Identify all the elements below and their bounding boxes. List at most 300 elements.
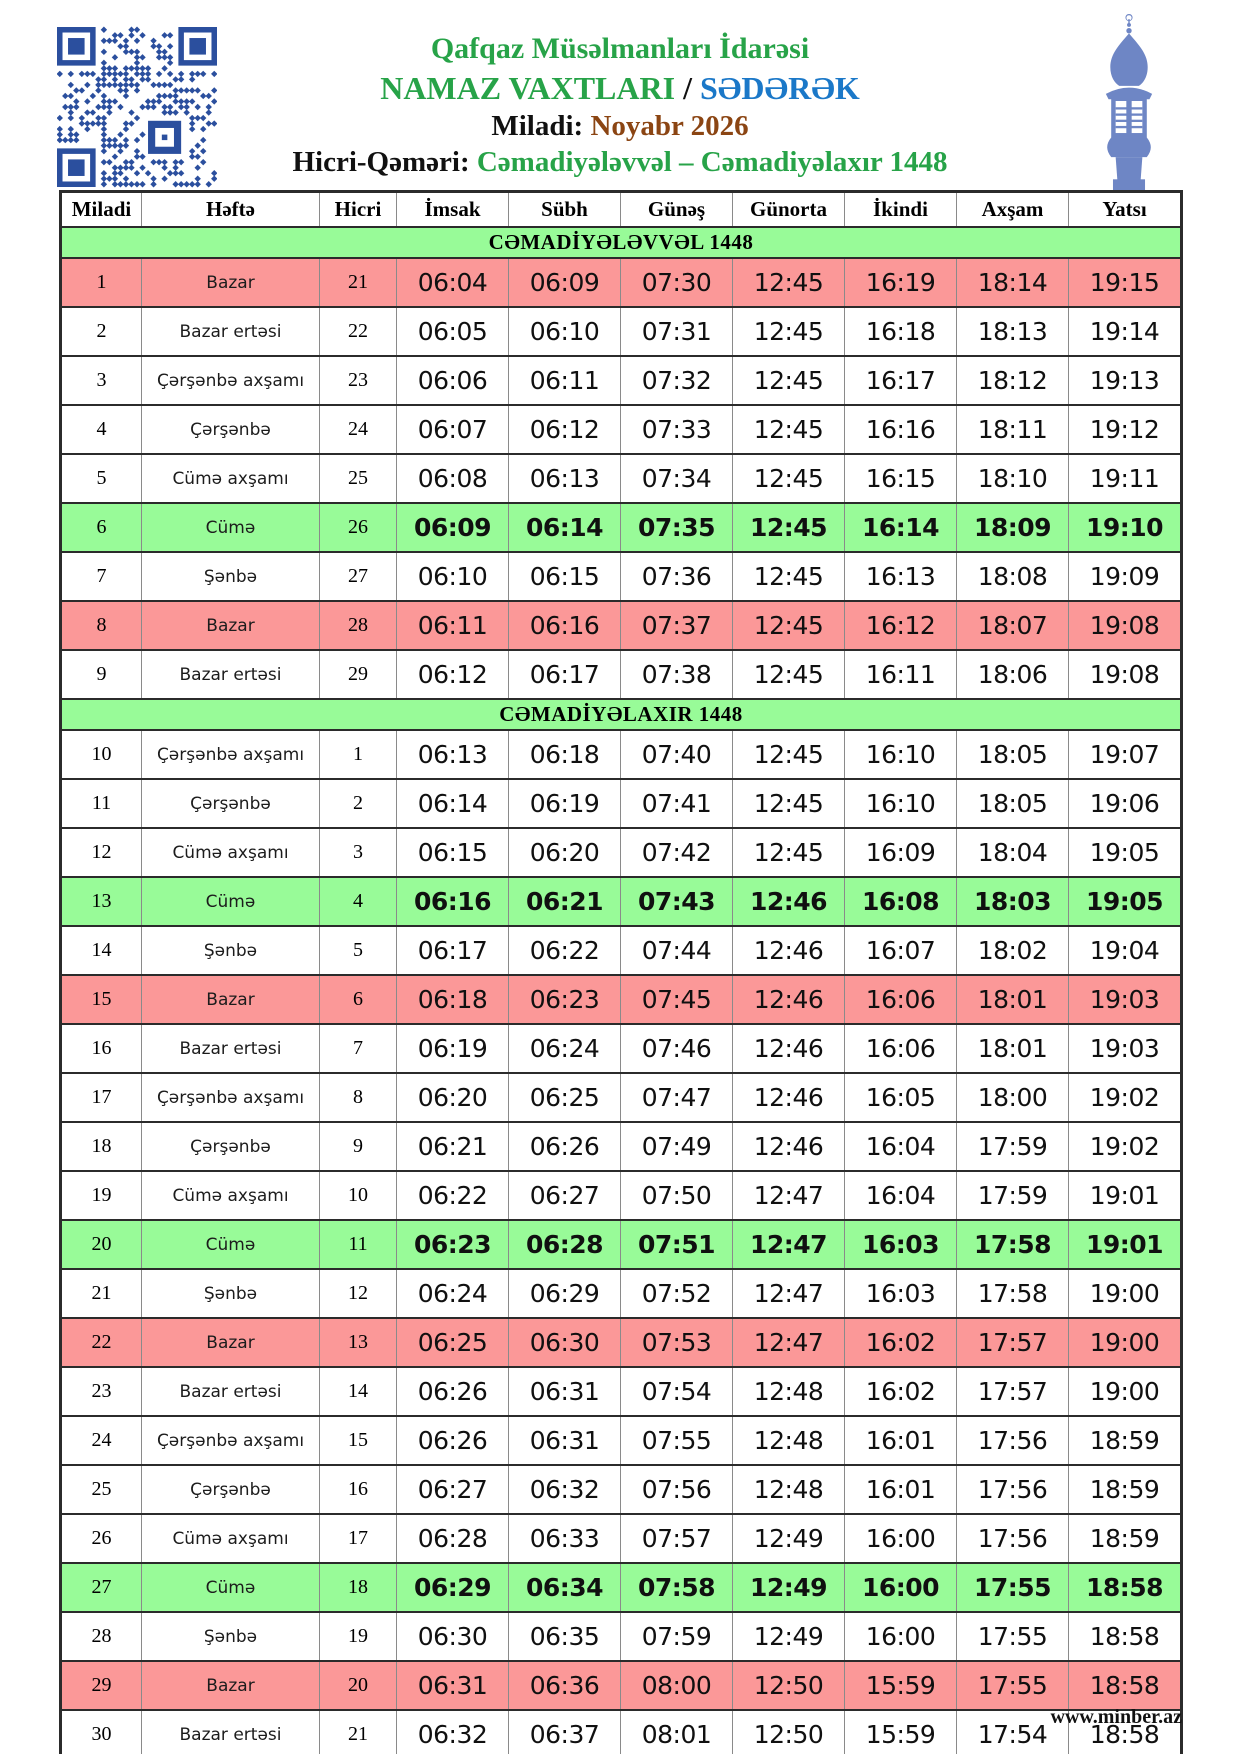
cell-hefte: Cümə axşamı [142,828,320,877]
cell-miladi: 21 [61,1269,142,1318]
table-row [61,405,1182,454]
cell-imsak: 06:32 [397,1710,509,1754]
cell-gunes: 07:40 [621,730,733,779]
cell-hefte: Cümə [142,1220,320,1269]
cell-miladi: 26 [61,1514,142,1563]
cell-axsam: 18:05 [957,779,1069,828]
cell-axsam: 18:11 [957,405,1069,454]
cell-subh: 06:29 [509,1269,621,1318]
cell-ikindi: 16:04 [845,1122,957,1171]
cell-yatsi: 19:05 [1069,828,1182,877]
cell-gunes: 07:32 [621,356,733,405]
cell-gunorta: 12:46 [733,975,845,1024]
miladi-label: Miladi: [491,110,584,142]
cell-gunes: 07:49 [621,1122,733,1171]
cell-gunes: 07:42 [621,828,733,877]
cell-gunes: 07:47 [621,1073,733,1122]
cell-ikindi: 16:14 [845,503,957,552]
cell-gunes: 07:45 [621,975,733,1024]
cell-subh: 06:25 [509,1073,621,1122]
cell-subh: 06:36 [509,1661,621,1710]
cell-yatsi: 18:59 [1069,1514,1182,1563]
cell-subh: 06:31 [509,1367,621,1416]
cell-miladi: 4 [61,405,142,454]
cell-hicri: 1 [320,730,397,779]
cell-subh: 06:12 [509,405,621,454]
cell-yatsi: 19:00 [1069,1269,1182,1318]
cell-ikindi: 16:02 [845,1318,957,1367]
cell-axsam: 18:02 [957,926,1069,975]
cell-subh: 06:27 [509,1171,621,1220]
cell-yatsi: 18:59 [1069,1416,1182,1465]
cell-hefte: Çərşənbə [142,405,320,454]
cell-gunes: 07:55 [621,1416,733,1465]
cell-gunes: 07:53 [621,1318,733,1367]
cell-gunes: 08:00 [621,1661,733,1710]
cell-gunorta: 12:45 [733,601,845,650]
cell-subh: 06:10 [509,307,621,356]
cell-gunorta: 12:46 [733,1073,845,1122]
cell-hefte: Bazar ertəsi [142,1367,320,1416]
cell-axsam: 18:09 [957,503,1069,552]
cell-imsak: 06:19 [397,1024,509,1073]
website-link[interactable]: www.minber.az [1050,1706,1182,1728]
cell-ikindi: 16:01 [845,1465,957,1514]
cell-axsam: 17:55 [957,1563,1069,1612]
cell-imsak: 06:13 [397,730,509,779]
cell-axsam: 17:56 [957,1465,1069,1514]
cell-gunorta: 12:45 [733,258,845,307]
cell-gunes: 07:41 [621,779,733,828]
month-section-title: CƏMADİYƏLƏVVƏL 1448 [61,227,1182,258]
cell-gunes: 07:37 [621,601,733,650]
table-row [61,258,1182,307]
cell-ikindi: 16:10 [845,730,957,779]
cell-yatsi: 19:11 [1069,454,1182,503]
cell-ikindi: 16:16 [845,405,957,454]
cell-gunorta: 12:45 [733,552,845,601]
cell-imsak: 06:21 [397,1122,509,1171]
cell-hicri: 3 [320,828,397,877]
cell-hefte: Bazar ertəsi [142,1024,320,1073]
cell-ikindi: 16:06 [845,1024,957,1073]
cell-imsak: 06:15 [397,828,509,877]
cell-yatsi: 19:03 [1069,1024,1182,1073]
cell-hefte: Çərşənbə [142,1465,320,1514]
cell-axsam: 17:59 [957,1171,1069,1220]
cell-gunorta: 12:46 [733,1024,845,1073]
cell-gunorta: 12:45 [733,503,845,552]
cell-yatsi: 19:02 [1069,1122,1182,1171]
cell-miladi: 5 [61,454,142,503]
cell-miladi: 27 [61,1563,142,1612]
cell-hefte: Cümə [142,1563,320,1612]
cell-ikindi: 16:10 [845,779,957,828]
cell-subh: 06:21 [509,877,621,926]
cell-hefte: Çərşənbə axşamı [142,730,320,779]
month-section-row-0 [61,227,1182,258]
cell-subh: 06:11 [509,356,621,405]
cell-yatsi: 19:00 [1069,1318,1182,1367]
cell-ikindi: 16:15 [845,454,957,503]
cell-hicri: 4 [320,877,397,926]
cell-imsak: 06:04 [397,258,509,307]
column-header-imsak: İmsak [397,192,509,228]
cell-hicri: 29 [320,650,397,699]
cell-imsak: 06:28 [397,1514,509,1563]
cell-gunorta: 12:48 [733,1465,845,1514]
cell-ikindi: 16:11 [845,650,957,699]
cell-yatsi: 18:58 [1069,1563,1182,1612]
cell-hicri: 8 [320,1073,397,1122]
table-row [61,552,1182,601]
cell-hicri: 22 [320,307,397,356]
cell-imsak: 06:10 [397,552,509,601]
cell-hicri: 10 [320,1171,397,1220]
cell-axsam: 18:01 [957,975,1069,1024]
cell-gunorta: 12:45 [733,307,845,356]
cell-ikindi: 16:00 [845,1514,957,1563]
table-row [61,1612,1182,1661]
cell-hefte: Çərşənbə axşamı [142,1073,320,1122]
cell-miladi: 15 [61,975,142,1024]
cell-hefte: Bazar [142,601,320,650]
cell-miladi: 14 [61,926,142,975]
cell-hefte: Çərşənbə [142,779,320,828]
cell-gunorta: 12:47 [733,1318,845,1367]
cell-hicri: 19 [320,1612,397,1661]
cell-axsam: 17:58 [957,1220,1069,1269]
cell-gunorta: 12:45 [733,356,845,405]
cell-miladi: 30 [61,1710,142,1754]
cell-axsam: 18:00 [957,1073,1069,1122]
hicri-spacer [470,146,477,178]
cell-subh: 06:32 [509,1465,621,1514]
cell-ikindi: 16:05 [845,1073,957,1122]
cell-subh: 06:17 [509,650,621,699]
cell-subh: 06:37 [509,1710,621,1754]
hicri-label: Hicri-Qəməri: [292,146,470,178]
cell-gunorta: 12:46 [733,926,845,975]
cell-imsak: 06:06 [397,356,509,405]
cell-miladi: 6 [61,503,142,552]
cell-hicri: 20 [320,1661,397,1710]
cell-yatsi: 19:12 [1069,405,1182,454]
table-header-row [61,192,1182,228]
cell-subh: 06:09 [509,258,621,307]
cell-gunorta: 12:45 [733,650,845,699]
cell-hefte: Bazar [142,1661,320,1710]
minaret-svg [1086,12,1172,190]
cell-hicri: 24 [320,405,397,454]
cell-hefte: Şənbə [142,552,320,601]
cell-miladi: 17 [61,1073,142,1122]
table-row [61,1465,1182,1514]
column-header-miladi: Miladi [61,192,142,228]
cell-miladi: 16 [61,1024,142,1073]
cell-imsak: 06:20 [397,1073,509,1122]
cell-ikindi: 16:06 [845,975,957,1024]
cell-imsak: 06:17 [397,926,509,975]
cell-axsam: 18:07 [957,601,1069,650]
cell-gunorta: 12:49 [733,1612,845,1661]
column-header-hefte: Həftə [142,192,320,228]
cell-hefte: Cümə [142,877,320,926]
cell-miladi: 1 [61,258,142,307]
cell-gunorta: 12:45 [733,730,845,779]
cell-gunorta: 12:47 [733,1269,845,1318]
cell-miladi: 25 [61,1465,142,1514]
cell-ikindi: 16:04 [845,1171,957,1220]
cell-miladi: 24 [61,1416,142,1465]
cell-hicri: 21 [320,1710,397,1754]
table-row [61,356,1182,405]
cell-gunorta: 12:47 [733,1171,845,1220]
miladi-value: Noyabr 2026 [590,110,749,142]
cell-hicri: 2 [320,779,397,828]
cell-miladi: 29 [61,1661,142,1710]
table-row [61,1367,1182,1416]
cell-ikindi: 16:18 [845,307,957,356]
table-row [61,307,1182,356]
cell-yatsi: 18:59 [1069,1465,1182,1514]
cell-yatsi: 19:08 [1069,650,1182,699]
cell-subh: 06:28 [509,1220,621,1269]
cell-axsam: 18:03 [957,877,1069,926]
cell-gunes: 07:51 [621,1220,733,1269]
cell-gunorta: 12:48 [733,1416,845,1465]
page-title-main: NAMAZ VAXTLARI [380,70,676,106]
cell-ikindi: 15:59 [845,1710,957,1754]
cell-yatsi: 19:15 [1069,258,1182,307]
cell-axsam: 17:55 [957,1612,1069,1661]
cell-gunes: 07:56 [621,1465,733,1514]
cell-yatsi: 19:10 [1069,503,1182,552]
cell-ikindi: 16:00 [845,1612,957,1661]
cell-hicri: 26 [320,503,397,552]
cell-hicri: 27 [320,552,397,601]
cell-imsak: 06:16 [397,877,509,926]
cell-imsak: 06:29 [397,1563,509,1612]
cell-subh: 06:22 [509,926,621,975]
cell-hicri: 25 [320,454,397,503]
cell-gunorta: 12:45 [733,828,845,877]
cell-gunes: 07:52 [621,1269,733,1318]
cell-imsak: 06:14 [397,779,509,828]
cell-axsam: 18:08 [957,552,1069,601]
table-row [61,503,1182,552]
cell-axsam: 18:05 [957,730,1069,779]
cell-gunes: 07:44 [621,926,733,975]
table-row [61,779,1182,828]
cell-subh: 06:19 [509,779,621,828]
column-header-subh: Sübh [509,192,621,228]
cell-gunes: 07:50 [621,1171,733,1220]
cell-gunes: 07:38 [621,650,733,699]
hicri-value: Cəmadiyələvvəl – Cəmadiyəlaxır 1448 [476,146,948,178]
cell-imsak: 06:24 [397,1269,509,1318]
month-section-row-1 [61,699,1182,730]
cell-hicri: 17 [320,1514,397,1563]
cell-gunes: 07:31 [621,307,733,356]
table-row [61,730,1182,779]
cell-imsak: 06:22 [397,1171,509,1220]
table-row [61,1661,1182,1710]
cell-hicri: 14 [320,1367,397,1416]
table-row [61,650,1182,699]
cell-yatsi: 18:58 [1069,1612,1182,1661]
cell-gunes: 07:57 [621,1514,733,1563]
cell-ikindi: 16:17 [845,356,957,405]
cell-hefte: Şənbə [142,1612,320,1661]
cell-imsak: 06:11 [397,601,509,650]
cell-ikindi: 16:03 [845,1220,957,1269]
cell-subh: 06:34 [509,1563,621,1612]
cell-miladi: 10 [61,730,142,779]
cell-subh: 06:18 [509,730,621,779]
page-title-slash: / [683,70,692,106]
cell-hicri: 16 [320,1465,397,1514]
cell-yatsi: 18:58 [1069,1661,1182,1710]
cell-yatsi: 19:04 [1069,926,1182,975]
cell-hefte: Çərşənbə axşamı [142,356,320,405]
cell-hicri: 18 [320,1563,397,1612]
cell-gunes: 07:36 [621,552,733,601]
cell-ikindi: 16:12 [845,601,957,650]
cell-subh: 06:33 [509,1514,621,1563]
cell-gunes: 07:43 [621,877,733,926]
cell-imsak: 06:30 [397,1612,509,1661]
cell-hefte: Şənbə [142,1269,320,1318]
cell-imsak: 06:12 [397,650,509,699]
cell-hefte: Bazar [142,258,320,307]
table-row [61,454,1182,503]
cell-imsak: 06:09 [397,503,509,552]
cell-hefte: Cümə axşamı [142,454,320,503]
cell-hefte: Bazar [142,1318,320,1367]
cell-gunorta: 12:46 [733,877,845,926]
cell-hicri: 7 [320,1024,397,1073]
cell-hicri: 23 [320,356,397,405]
cell-ikindi: 16:13 [845,552,957,601]
gregorian-date-line [0,110,1240,143]
city-name: SƏDƏRƏK [699,70,860,106]
cell-gunes: 07:33 [621,405,733,454]
table-row [61,1024,1182,1073]
cell-hefte: Bazar ertəsi [142,1710,320,1754]
cell-imsak: 06:23 [397,1220,509,1269]
cell-hicri: 13 [320,1318,397,1367]
cell-hicri: 12 [320,1269,397,1318]
cell-axsam: 17:57 [957,1367,1069,1416]
cell-miladi: 13 [61,877,142,926]
cell-imsak: 06:26 [397,1367,509,1416]
cell-ikindi: 16:07 [845,926,957,975]
table-row [61,1171,1182,1220]
cell-axsam: 18:13 [957,307,1069,356]
table-row [61,975,1182,1024]
cell-gunes: 07:30 [621,258,733,307]
cell-axsam: 18:01 [957,1024,1069,1073]
cell-imsak: 06:25 [397,1318,509,1367]
cell-subh: 06:35 [509,1612,621,1661]
cell-axsam: 17:54 [957,1710,1069,1754]
cell-hicri: 9 [320,1122,397,1171]
cell-miladi: 18 [61,1122,142,1171]
page-title-separator2 [692,70,700,106]
cell-subh: 06:16 [509,601,621,650]
minaret-icon [1086,12,1172,190]
cell-axsam: 17:57 [957,1318,1069,1367]
cell-subh: 06:31 [509,1416,621,1465]
cell-ikindi: 16:00 [845,1563,957,1612]
cell-gunorta: 12:48 [733,1367,845,1416]
cell-miladi: 2 [61,307,142,356]
cell-yatsi: 19:06 [1069,779,1182,828]
cell-ikindi: 16:01 [845,1416,957,1465]
cell-yatsi: 19:02 [1069,1073,1182,1122]
cell-gunorta: 12:45 [733,779,845,828]
cell-hefte: Cümə [142,503,320,552]
cell-miladi: 3 [61,356,142,405]
cell-ikindi: 16:09 [845,828,957,877]
cell-hefte: Bazar [142,975,320,1024]
cell-hicri: 15 [320,1416,397,1465]
cell-imsak: 06:07 [397,405,509,454]
table-row [61,1318,1182,1367]
cell-axsam: 17:59 [957,1122,1069,1171]
page-title-separator [675,70,683,106]
cell-gunes: 07:59 [621,1612,733,1661]
cell-hefte: Cümə axşamı [142,1171,320,1220]
cell-subh: 06:26 [509,1122,621,1171]
cell-ikindi: 16:08 [845,877,957,926]
cell-miladi: 8 [61,601,142,650]
cell-gunorta: 12:50 [733,1710,845,1754]
cell-ikindi: 16:02 [845,1367,957,1416]
cell-gunorta: 12:45 [733,454,845,503]
cell-miladi: 19 [61,1171,142,1220]
cell-hicri: 6 [320,975,397,1024]
cell-hicri: 21 [320,258,397,307]
cell-hefte: Bazar ertəsi [142,650,320,699]
cell-miladi: 12 [61,828,142,877]
cell-imsak: 06:08 [397,454,509,503]
cell-gunes: 07:35 [621,503,733,552]
cell-subh: 06:30 [509,1318,621,1367]
cell-axsam: 18:14 [957,258,1069,307]
cell-yatsi: 18:58 [1069,1710,1182,1754]
table-row [61,1122,1182,1171]
cell-gunorta: 12:46 [733,1122,845,1171]
table-row [61,926,1182,975]
cell-axsam: 17:58 [957,1269,1069,1318]
column-header-hicri: Hicri [320,192,397,228]
column-header-axsam: Axşam [957,192,1069,228]
cell-hicri: 11 [320,1220,397,1269]
cell-yatsi: 19:01 [1069,1220,1182,1269]
organization-title: Qafqaz Müsəlmanları İdarəsi [430,32,810,65]
cell-miladi: 9 [61,650,142,699]
cell-hicri: 28 [320,601,397,650]
cell-ikindi: 15:59 [845,1661,957,1710]
column-header-ikindi: İkindi [845,192,957,228]
table-row [61,1416,1182,1465]
cell-imsak: 06:05 [397,307,509,356]
cell-imsak: 06:27 [397,1465,509,1514]
cell-yatsi: 19:01 [1069,1171,1182,1220]
table-row [61,1710,1182,1754]
